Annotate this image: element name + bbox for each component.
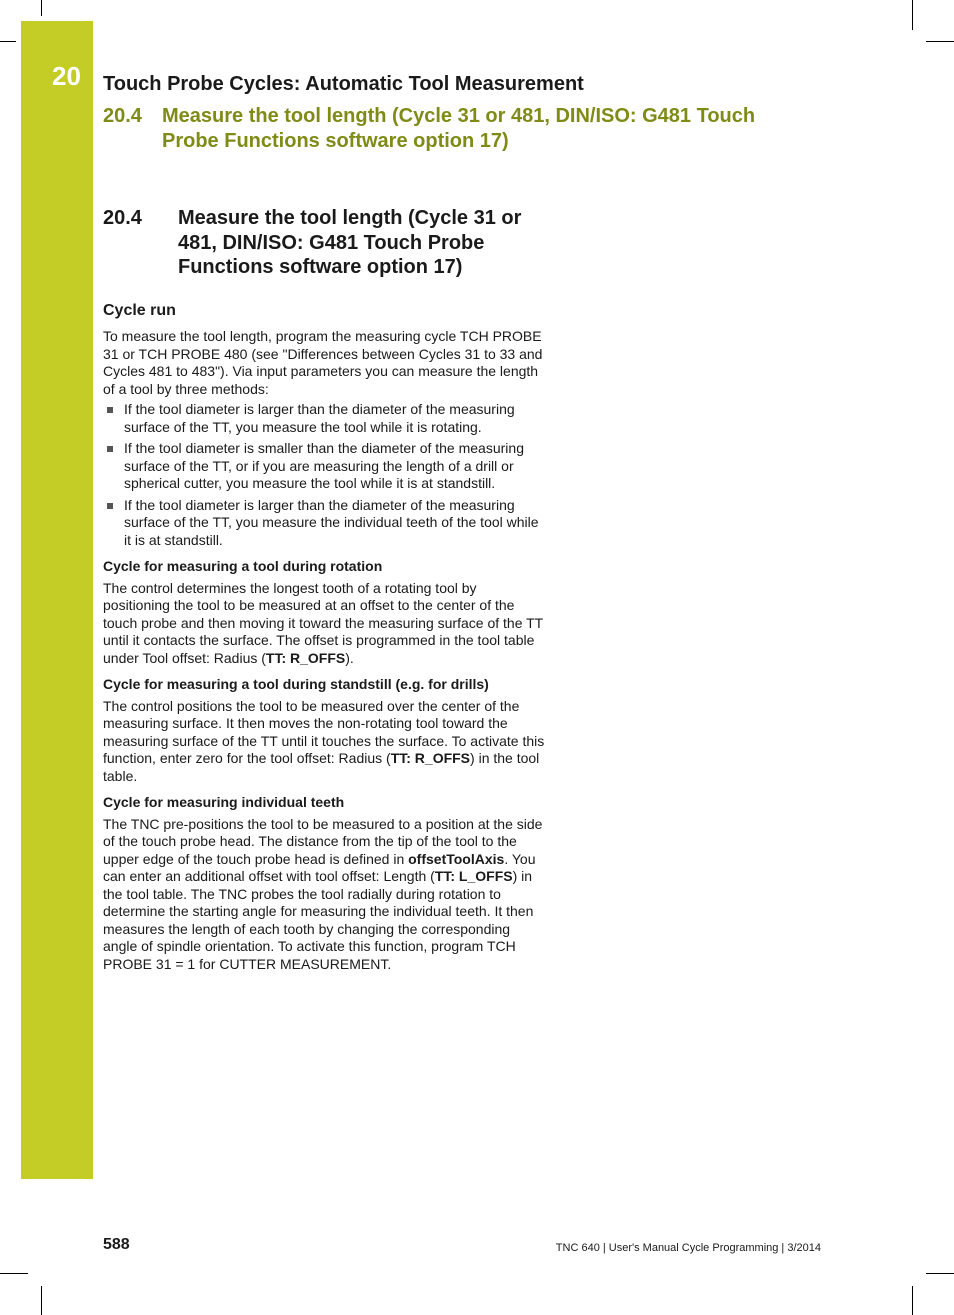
square-bullet-icon bbox=[107, 503, 113, 509]
cycle-run-heading: Cycle run bbox=[103, 302, 176, 319]
square-bullet-icon bbox=[107, 446, 113, 452]
crop-mark bbox=[41, 1286, 42, 1315]
section-number: 20.4 bbox=[103, 207, 142, 229]
crop-mark bbox=[926, 41, 954, 42]
section-title: Measure the tool length (Cycle 31 or 481, DIN/ISO: G481 Touch Probe Functions software option 17) bbox=[178, 207, 522, 278]
footer-text: TNC 640 | User's Manual Cycle Programming | 3/2014 bbox=[555, 1242, 821, 1254]
crop-mark bbox=[0, 1273, 28, 1274]
page-number: 588 bbox=[103, 1236, 130, 1253]
rotation-paragraph: The control determines the longest tooth of a rotating tool by positioning the tool to be measured at an offset to the center of the touch probe and then moving it toward the measuring surface of the TT until it contacts the surface. The offset is programmed in the tool table under Tool offset: Radius (TT: R_OFFS). bbox=[103, 579, 543, 666]
chapter-sidebar bbox=[21, 21, 93, 1179]
standstill-heading: Cycle for measuring a tool during standstill (e.g. for drills) bbox=[103, 676, 489, 692]
running-chapter-title: Touch Probe Cycles: Automatic Tool Measurement bbox=[103, 73, 584, 95]
crop-mark bbox=[0, 41, 16, 42]
crop-mark bbox=[912, 1286, 913, 1315]
rotation-heading: Cycle for measuring a tool during rotation bbox=[103, 558, 383, 574]
param-code: TT: L_OFFS bbox=[434, 868, 513, 884]
list-item: If the tool diameter is larger than the diameter of the measuring surface of the TT, you measure the individual teeth of the tool while it is at standstill. bbox=[103, 497, 545, 550]
running-section-number: 20.4 bbox=[103, 105, 142, 127]
teeth-heading: Cycle for measuring individual teeth bbox=[103, 794, 345, 810]
standstill-paragraph: The control positions the tool to be measured over the center of the measuring surface. It then moves the non-rotating tool toward the measuring surface of the TT until it touches the surface. To activate this function, enter zero for the tool offset: Radius (TT: R_OFFS) in the tool table. bbox=[103, 697, 545, 784]
crop-mark bbox=[41, 0, 42, 16]
crop-mark bbox=[912, 0, 913, 30]
param-code: TT: R_OFFS bbox=[390, 750, 471, 766]
running-section-title bbox=[103, 104, 803, 154]
square-bullet-icon bbox=[107, 407, 113, 413]
main-content bbox=[103, 301, 545, 973]
param-code: offsetToolAxis bbox=[408, 850, 505, 867]
cycle-run-intro: To measure the tool length, program the measuring cycle TCH PROBE 31 or TCH PROBE 480 (see "Differences between Cycles 31 to 33 and Cycles 481 to 483"). Via input parameters you can measure the length of a tool by three methods: bbox=[103, 328, 543, 397]
teeth-paragraph: The TNC pre-positions the tool to be measured to a position at the side of the touch probe head. The distance from the tip of the tool to the upper edge of the touch probe head is defined in offsetToolAxis. You can enter an additional offset with tool offset: Length (TT: L_OFFS) in the tool table. The TNC probes the tool radially during rotation to determine the starting angle for measuring the individual teeth. It then measures the length of each tooth by changing the corresponding angle of spindle orientation. To activate this function, program TCH PROBE 31 = 1 for CUTTER MEASUREMENT. bbox=[103, 815, 543, 972]
running-section-text: Measure the tool length (Cycle 31 or 481, DIN/ISO: G481 Touch Probe Functions software option 17) bbox=[162, 105, 756, 152]
param-code: TT: R_OFFS bbox=[265, 649, 346, 666]
section-heading bbox=[103, 206, 543, 280]
list-item: If the tool diameter is smaller than the diameter of the measuring surface of the TT, or if you are measuring the length of a drill or spherical cutter, you measure the tool while it is at standstill. bbox=[103, 440, 545, 493]
method-list bbox=[103, 401, 545, 549]
chapter-number: 20 bbox=[52, 61, 81, 91]
list-item: If the tool diameter is larger than the diameter of the measuring surface of the TT, you measure the tool while it is rotating. bbox=[103, 401, 545, 436]
crop-mark bbox=[926, 1273, 954, 1274]
